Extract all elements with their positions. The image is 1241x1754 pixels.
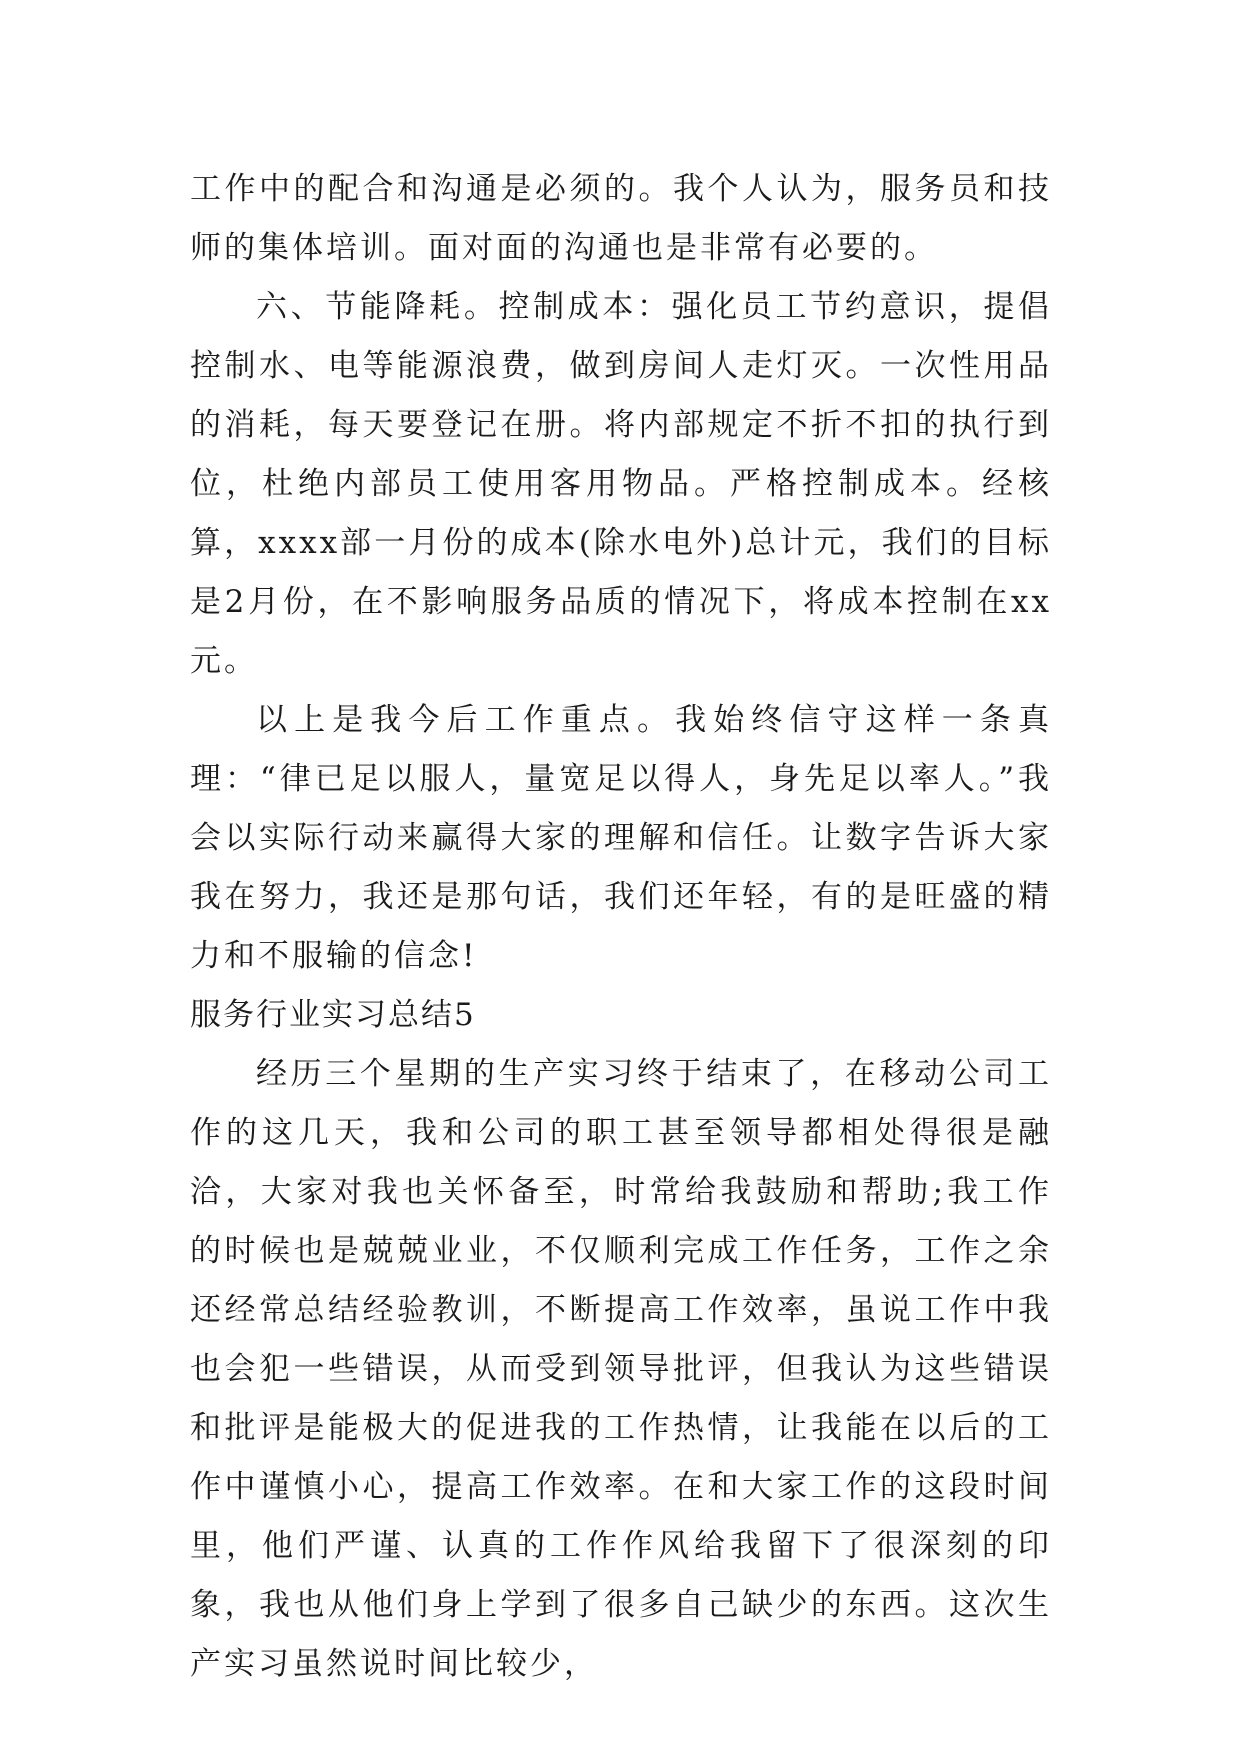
document-body [190, 160, 1052, 1694]
paragraph-4: 经历三个星期的生产实习终于结束了，在移动公司工作的这几天，我和公司的职工甚至领导都相处得很是融洽，大家对我也关怀备至，时常给我鼓励和帮助;我工作的时候也是兢兢业业，不仅顺利完成工作任务，工作之余还经常总结经验教训，不断提高工作效率，虽说工作中我也会犯一些错误，从而受到领导批评，但我认为这些错误和批评是能极大的促进我的工作热情，让我能在以后的工作中谨慎小心，提高工作效率。在和大家工作的这段时间里，他们严谨、认真的工作作风给我留下了很深刻的印象，我也从他们身上学到了很多自己缺少的东西。这次生产实习虽然说时间比较少， [190, 1056, 1052, 1682]
paragraph-3: 以上是我今后工作重点。我始终信守这样一条真理：“律已足以服人，量宽足以得人，身先足以率人。”我会以实际行动来赢得大家的理解和信任。让数字告诉大家我在努力，我还是那句话，我们还年轻，有的是旺盛的精力和不服输的信念! [190, 702, 1052, 974]
section-heading: 服务行业实习总结5 [190, 997, 476, 1033]
paragraph-2: 六、节能降耗。控制成本：强化员工节约意识，提倡控制水、电等能源浪费，做到房间人走灯灭。一次性用品的消耗，每天要登记在册。将内部规定不折不扣的执行到位，杜绝内部员工使用客用物品。严格控制成本。经核算，xxxx部一月份的成本(除水电外)总计元，我们的目标是2月份，在不影响服务品质的情况下，将成本控制在xx元。 [190, 289, 1052, 679]
paragraph-1: 工作中的配合和沟通是必须的。我个人认为，服务员和技师的集体培训。面对面的沟通也是非常有必要的。 [190, 171, 1052, 266]
